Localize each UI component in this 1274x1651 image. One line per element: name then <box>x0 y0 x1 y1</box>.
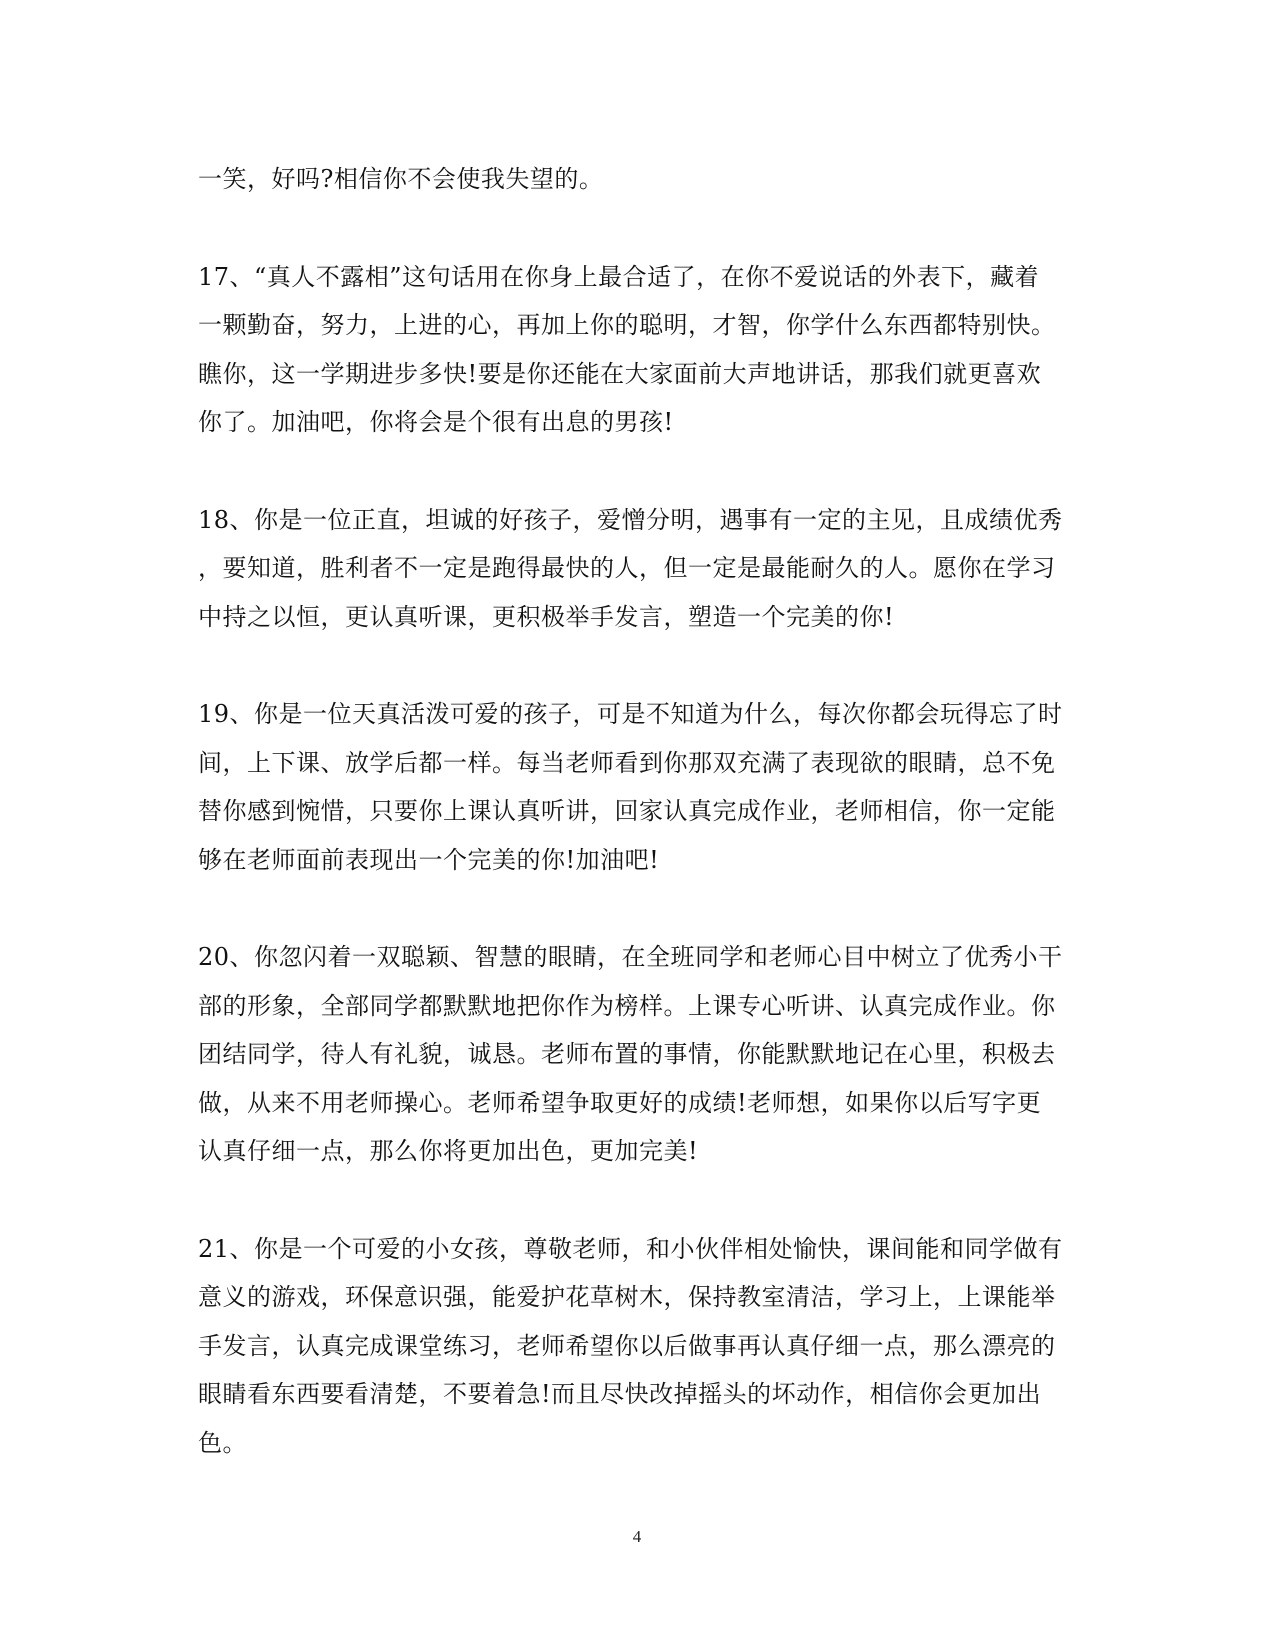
text-line: 替你感到惋惜，只要你上课认真听讲，回家认真完成作业，老师相信，你一定能 <box>198 797 1056 825</box>
text-line: 意义的游戏，环保意识强，能爱护花草树木，保持教室清洁，学习上，上课能举 <box>198 1283 1056 1311</box>
paragraph-21 <box>198 1225 1078 1468</box>
text-line: ，要知道，胜利者不一定是跑得最快的人，但一定是最能耐久的人。愿你在学习 <box>198 554 1056 582</box>
text-line: 手发言，认真完成课堂练习，老师希望你以后做事再认真仔细一点，那么漂亮的 <box>198 1331 1056 1360</box>
text-line: 团结同学，待人有礼貌，诚恳。老师布置的事情，你能默默地记在心里，积极去 <box>198 1040 1056 1068</box>
text-line: 19、你是一位天真活泼可爱的孩子，可是不知道为什么，每次你都会玩得忘了时 <box>198 700 1063 728</box>
page-number: 4 <box>632 1527 642 1546</box>
paragraph-gap <box>198 447 1078 496</box>
paragraph-20 <box>198 933 1078 1176</box>
text-line: 中持之以恒，更认真听课，更积极举手发言，塑造一个完美的你! <box>198 602 895 631</box>
text-line: 一笑，好吗?相信你不会使我失望的。 <box>198 165 604 193</box>
document-body <box>198 155 1078 1467</box>
text-line: 做，从来不用老师操心。老师希望争取更好的成绩!老师想，如果你以后写字更 <box>198 1088 1042 1117</box>
paragraph-gap <box>198 884 1078 933</box>
paragraph-19 <box>198 690 1078 884</box>
text-line: 17、“真人不露相”这句话用在你身上最合适了，在你不爱说话的外表下，藏着 <box>198 262 1040 291</box>
text-line: 21、你是一个可爱的小女孩，尊敬老师，和小伙伴相处愉快，课间能和同学做有 <box>198 1234 1063 1263</box>
text-line: 色。 <box>198 1428 247 1457</box>
text-line: 间，上下课、放学后都一样。每当老师看到你那双充满了表现欲的眼睛，总不免 <box>198 748 1056 777</box>
text-line: 你了。加油吧，你将会是个很有出息的男孩! <box>198 408 674 436</box>
text-line: 20、你忽闪着一双聪颖、智慧的眼睛，在全班同学和老师心目中树立了优秀小干 <box>198 943 1063 971</box>
text-line: 一颗勤奋，努力，上进的心，再加上你的聪明，才智，你学什么东西都特别快。 <box>198 311 1056 339</box>
paragraph-18 <box>198 496 1078 642</box>
text-line: 认真仔细一点，那么你将更加出色，更加完美! <box>198 1137 699 1165</box>
paragraph-gap <box>198 1176 1078 1225</box>
text-line: 瞧你，这一学期进步多快!要是你还能在大家面前大声地讲话，那我们就更喜欢 <box>198 359 1042 388</box>
paragraph-continuation <box>198 155 1078 204</box>
paragraph-17 <box>198 253 1078 447</box>
paragraph-gap <box>198 641 1078 690</box>
text-line: 眼睛看东西要看清楚，不要着急!而且尽快改掉摇头的坏动作，相信你会更加出 <box>198 1380 1042 1408</box>
text-line: 18、你是一位正直，坦诚的好孩子，爱憎分明，遇事有一定的主见，且成绩优秀 <box>198 505 1063 534</box>
text-line: 够在老师面前表现出一个完美的你!加油吧! <box>198 845 660 874</box>
paragraph-gap <box>198 204 1078 253</box>
text-line: 部的形象，全部同学都默默地把你作为榜样。上课专心听讲、认真完成作业。你 <box>198 991 1056 1020</box>
